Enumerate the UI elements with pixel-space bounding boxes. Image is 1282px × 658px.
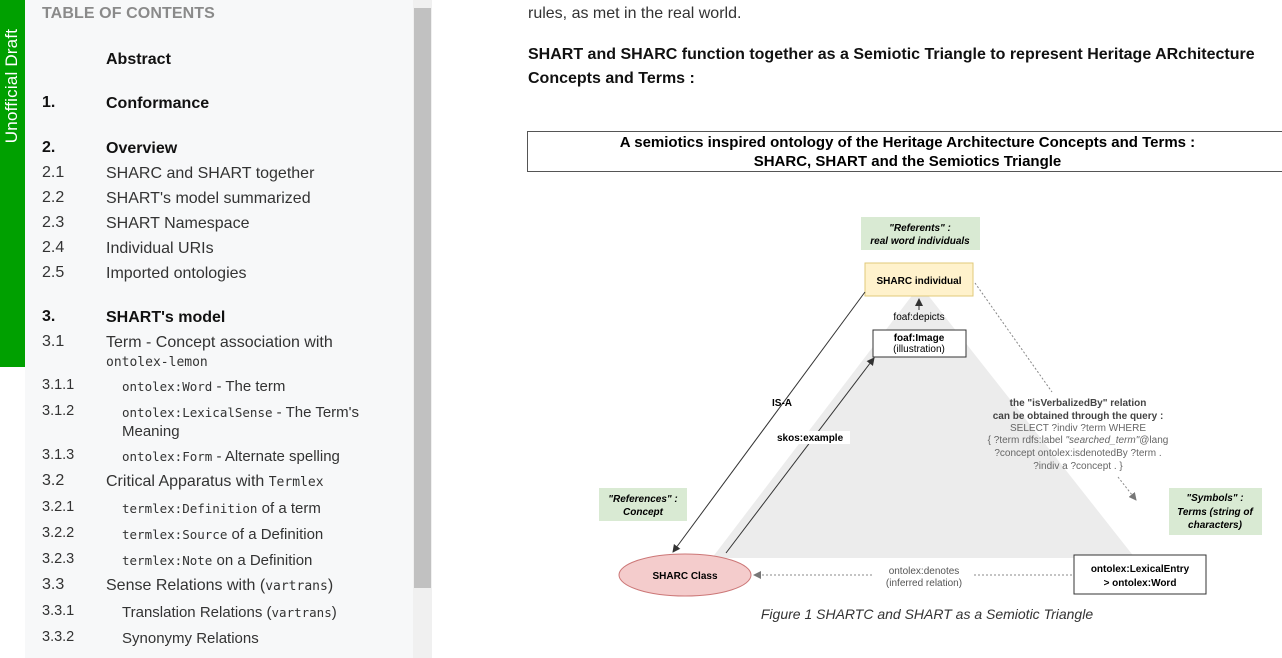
skos-example-label: skos:example bbox=[777, 433, 844, 444]
foaf-image-label-2: (illustration) bbox=[893, 344, 945, 355]
referents-label-line-1: "Referents" : bbox=[889, 223, 951, 234]
symbols-label-line-1: "Symbols" : bbox=[1186, 493, 1244, 504]
figure-title-line-2: SHARC, SHART and the Semiotics Triangle bbox=[753, 153, 1062, 170]
sharc-individual-label: SHARC individual bbox=[876, 276, 962, 287]
verbalized-dotted-line-bottom bbox=[1118, 477, 1136, 500]
query-line-6: ?indiv a ?concept . } bbox=[1033, 461, 1123, 472]
referents-label-line-2: real word individuals bbox=[870, 236, 970, 247]
toc-title: TABLE OF CONTENTS bbox=[42, 5, 215, 22]
query-line-3: SELECT ?indiv ?term WHERE bbox=[1010, 423, 1146, 434]
intro-text: rules, as met in the real world. bbox=[528, 5, 742, 22]
is-a-label: IS-A bbox=[772, 398, 792, 409]
lexical-entry-label-1: ontolex:LexicalEntry bbox=[1090, 564, 1190, 575]
foaf-image-label-1: foaf:Image bbox=[893, 333, 945, 344]
symbols-label-line-2: Terms (string of bbox=[1177, 507, 1253, 518]
table-of-contents: TABLE OF CONTENTS Abstract 1. Conformance 2. Overview 2.1 SHARC and SHART together 2.2 SHART's model summarized 2.3 SHART Namespace 2.4 Individual URIs 2.5 Imported ontologies 3. SHART's model 3.1 Term - Concept association with ontolex-lemon 3.1.1 ontolex:Word - The term 3.1.2 ontolex:LexicalSense - The Term's Meaning 3.1.3 ontolex:Form - Alternate spelling 3.2 Critical Apparatus with Termlex 3.2.1 termlex:Definition of a term 3.2.2 termlex:Source of a Definition 3.2.3 termlex:Note on a Definition 3.3 Sense Relations with (vartrans) 3.3.1 Translation Relations (vartrans) 3.3.2 Synonymy Relations bbox=[25, 0, 413, 658]
references-label-line-2: Concept bbox=[623, 507, 663, 518]
query-line-2: can be obtained through the query : bbox=[992, 411, 1164, 422]
lexical-entry-label-2: > ontolex:Word bbox=[1103, 578, 1177, 589]
unofficial-draft-label: Unofficial Draft bbox=[2, 28, 21, 144]
sharc-class-label: SHARC Class bbox=[652, 571, 718, 582]
section-heading: SHART and SHARC function together as a Semiotic Triangle to represent Heritage ARchitecture Concepts and Terms : bbox=[528, 46, 1255, 87]
query-line-1: the "isVerbalizedBy" relation bbox=[1009, 398, 1147, 409]
query-line-4: { ?term rdfs:label "searched_term"@lang bbox=[987, 435, 1169, 446]
foaf-depicts-label: foaf:depicts bbox=[893, 312, 945, 323]
figure-title-line-1: A semiotics inspired ontology of the Heritage Architecture Concepts and Terms : bbox=[619, 134, 1196, 151]
query-line-5: ?concept ontolex:isdenotedBy ?term . bbox=[994, 448, 1162, 459]
references-label-line-1: "References" : bbox=[608, 494, 678, 505]
denotes-label-1: ontolex:denotes bbox=[888, 566, 960, 577]
denotes-label-2: (inferred relation) bbox=[885, 578, 963, 589]
figure-caption: Figure 1 SHARTC and SHART as a Semiotic Triangle bbox=[760, 606, 1094, 622]
symbols-label-line-3: characters) bbox=[1188, 520, 1242, 531]
